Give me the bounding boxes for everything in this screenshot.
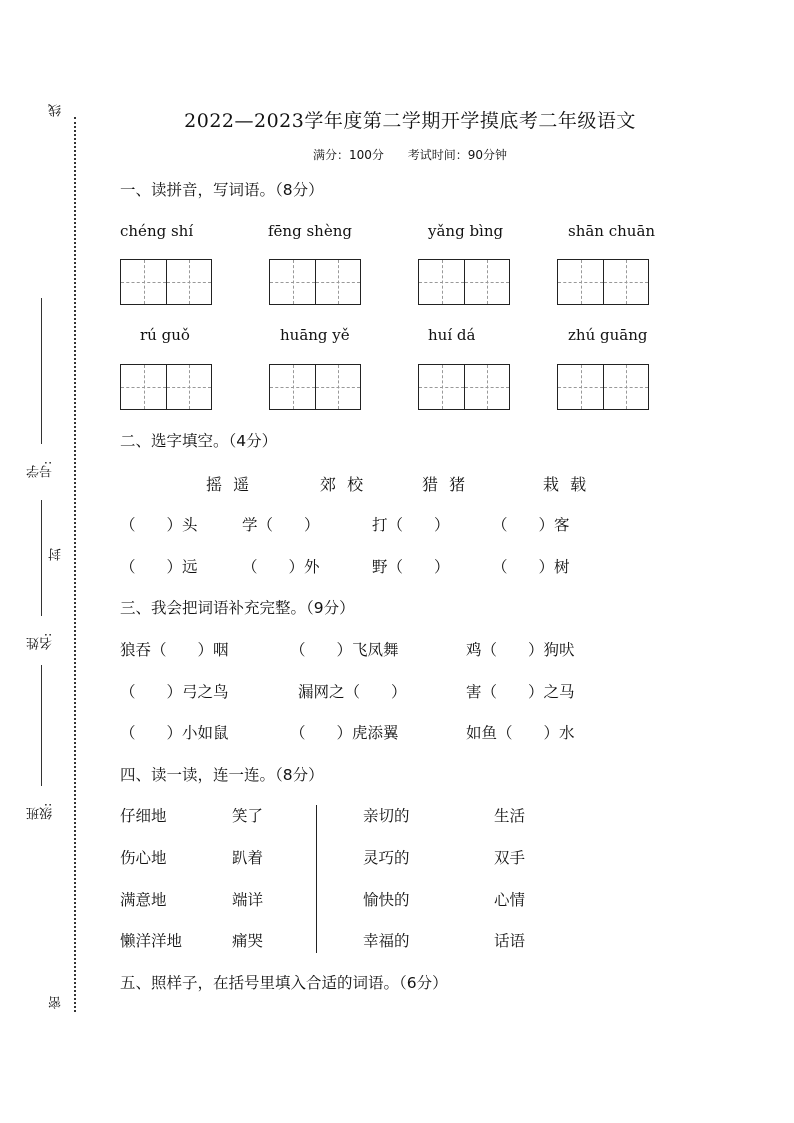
section-5-heading: 五、照样子，在括号里填入合适的词语。（6分） xyxy=(120,974,448,992)
pinyin-8: zhú guāng xyxy=(568,326,648,344)
section-4-heading: 四、读一读，连一连。（8分） xyxy=(120,766,324,784)
match-right-adjective[interactable]: 愉快的 xyxy=(363,891,410,909)
margin-mark-seal: 封 xyxy=(49,548,64,561)
name-field[interactable] xyxy=(28,500,54,650)
match-left-verb[interactable]: 趴着 xyxy=(232,849,264,867)
fill-item[interactable]: （ ）头 xyxy=(120,516,198,534)
char-pair-2: 郊 校 xyxy=(320,475,367,494)
match-left-adverb[interactable]: 仔细地 xyxy=(120,807,167,825)
writing-grid-1[interactable] xyxy=(120,259,212,305)
exam-time: 考试时间：90分钟 xyxy=(407,148,507,162)
match-left-verb[interactable]: 痛哭 xyxy=(232,932,264,950)
fill-item[interactable]: 打（ ） xyxy=(372,516,450,534)
writing-grid-3[interactable] xyxy=(418,259,510,305)
idiom-item[interactable]: 如鱼（ ）水 xyxy=(466,724,575,742)
section-1-heading: 一、读拼音，写词语。（8分） xyxy=(120,181,324,199)
exam-info xyxy=(90,146,730,163)
student-id-label: 学号: xyxy=(27,460,55,478)
char-pair-3: 猎 猪 xyxy=(422,475,469,494)
student-id-field[interactable] xyxy=(28,298,54,478)
fill-item[interactable]: （ ）远 xyxy=(120,558,198,576)
idiom-item[interactable]: （ ）小如鼠 xyxy=(120,724,229,742)
idiom-item[interactable]: （ ）虎添翼 xyxy=(290,724,399,742)
match-right-noun[interactable]: 生活 xyxy=(494,807,526,825)
match-left-verb[interactable]: 笑了 xyxy=(232,807,264,825)
writing-grid-7[interactable] xyxy=(418,364,510,410)
pinyin-1: chéng shí xyxy=(120,222,194,240)
pinyin-6: huāng yě xyxy=(280,326,350,344)
fill-item[interactable]: （ ）客 xyxy=(492,516,570,534)
match-right-noun[interactable]: 双手 xyxy=(494,849,526,867)
match-left-adverb[interactable]: 懒洋洋地 xyxy=(120,932,183,950)
writing-grid-6[interactable] xyxy=(269,364,361,410)
match-left-verb[interactable]: 端详 xyxy=(232,891,264,909)
match-right-noun[interactable]: 心情 xyxy=(494,891,526,909)
fill-item[interactable]: 野（ ） xyxy=(372,558,450,576)
idiom-item[interactable]: 狼吞（ ）咽 xyxy=(120,641,229,659)
char-pair-4: 栽 载 xyxy=(543,475,590,494)
section-3-heading: 三、我会把词语补充完整。（9分） xyxy=(120,599,355,617)
idiom-item[interactable]: （ ）飞凤舞 xyxy=(290,641,399,659)
writing-grid-5[interactable] xyxy=(120,364,212,410)
writing-grid-8[interactable] xyxy=(557,364,649,410)
writing-grid-4[interactable] xyxy=(557,259,649,305)
full-score: 满分：100分 xyxy=(312,148,384,162)
idiom-item[interactable]: 害（ ）之马 xyxy=(466,683,575,701)
section-2-heading: 二、选字填空。（4分） xyxy=(120,432,278,450)
page-title: 2022—2023学年度第二学期开学摸底考二年级语文 xyxy=(184,110,636,132)
match-right-adjective[interactable]: 幸福的 xyxy=(363,932,410,950)
fill-item[interactable]: （ ）树 xyxy=(492,558,570,576)
fill-item[interactable]: （ ）外 xyxy=(242,558,320,576)
match-right-adjective[interactable]: 灵巧的 xyxy=(363,849,410,867)
binding-dotted-line xyxy=(74,117,76,1012)
class-field[interactable] xyxy=(28,665,54,820)
char-pair-1: 摇 遥 xyxy=(206,475,253,494)
idiom-item[interactable]: （ ）弓之鸟 xyxy=(120,683,229,701)
fill-item[interactable]: 学（ ） xyxy=(242,516,320,534)
writing-grid-2[interactable] xyxy=(269,259,361,305)
pinyin-7: huí dá xyxy=(428,326,476,344)
class-blank[interactable] xyxy=(40,665,42,786)
idiom-item[interactable]: 鸡（ ）狗吠 xyxy=(466,641,575,659)
pinyin-2: fēng shèng xyxy=(268,222,352,240)
match-right-adjective[interactable]: 亲切的 xyxy=(363,807,410,825)
class-label: 班级: xyxy=(27,802,55,820)
pinyin-3: yǎng bìng xyxy=(428,222,504,240)
match-right-noun[interactable]: 话语 xyxy=(494,932,526,950)
pinyin-5: rú guǒ xyxy=(140,326,190,344)
idiom-item[interactable]: 漏网之（ ） xyxy=(298,683,407,701)
name-label: 姓名: xyxy=(27,632,55,650)
match-left-adverb[interactable]: 伤心地 xyxy=(120,849,167,867)
margin-mark-line: 线 xyxy=(49,104,64,117)
student-id-blank[interactable] xyxy=(40,298,42,444)
pinyin-4: shān chuān xyxy=(568,222,656,240)
column-divider xyxy=(316,805,317,953)
match-left-adverb[interactable]: 满意地 xyxy=(120,891,167,909)
name-blank[interactable] xyxy=(40,500,42,617)
margin-mark-secret: 密 xyxy=(49,996,64,1009)
